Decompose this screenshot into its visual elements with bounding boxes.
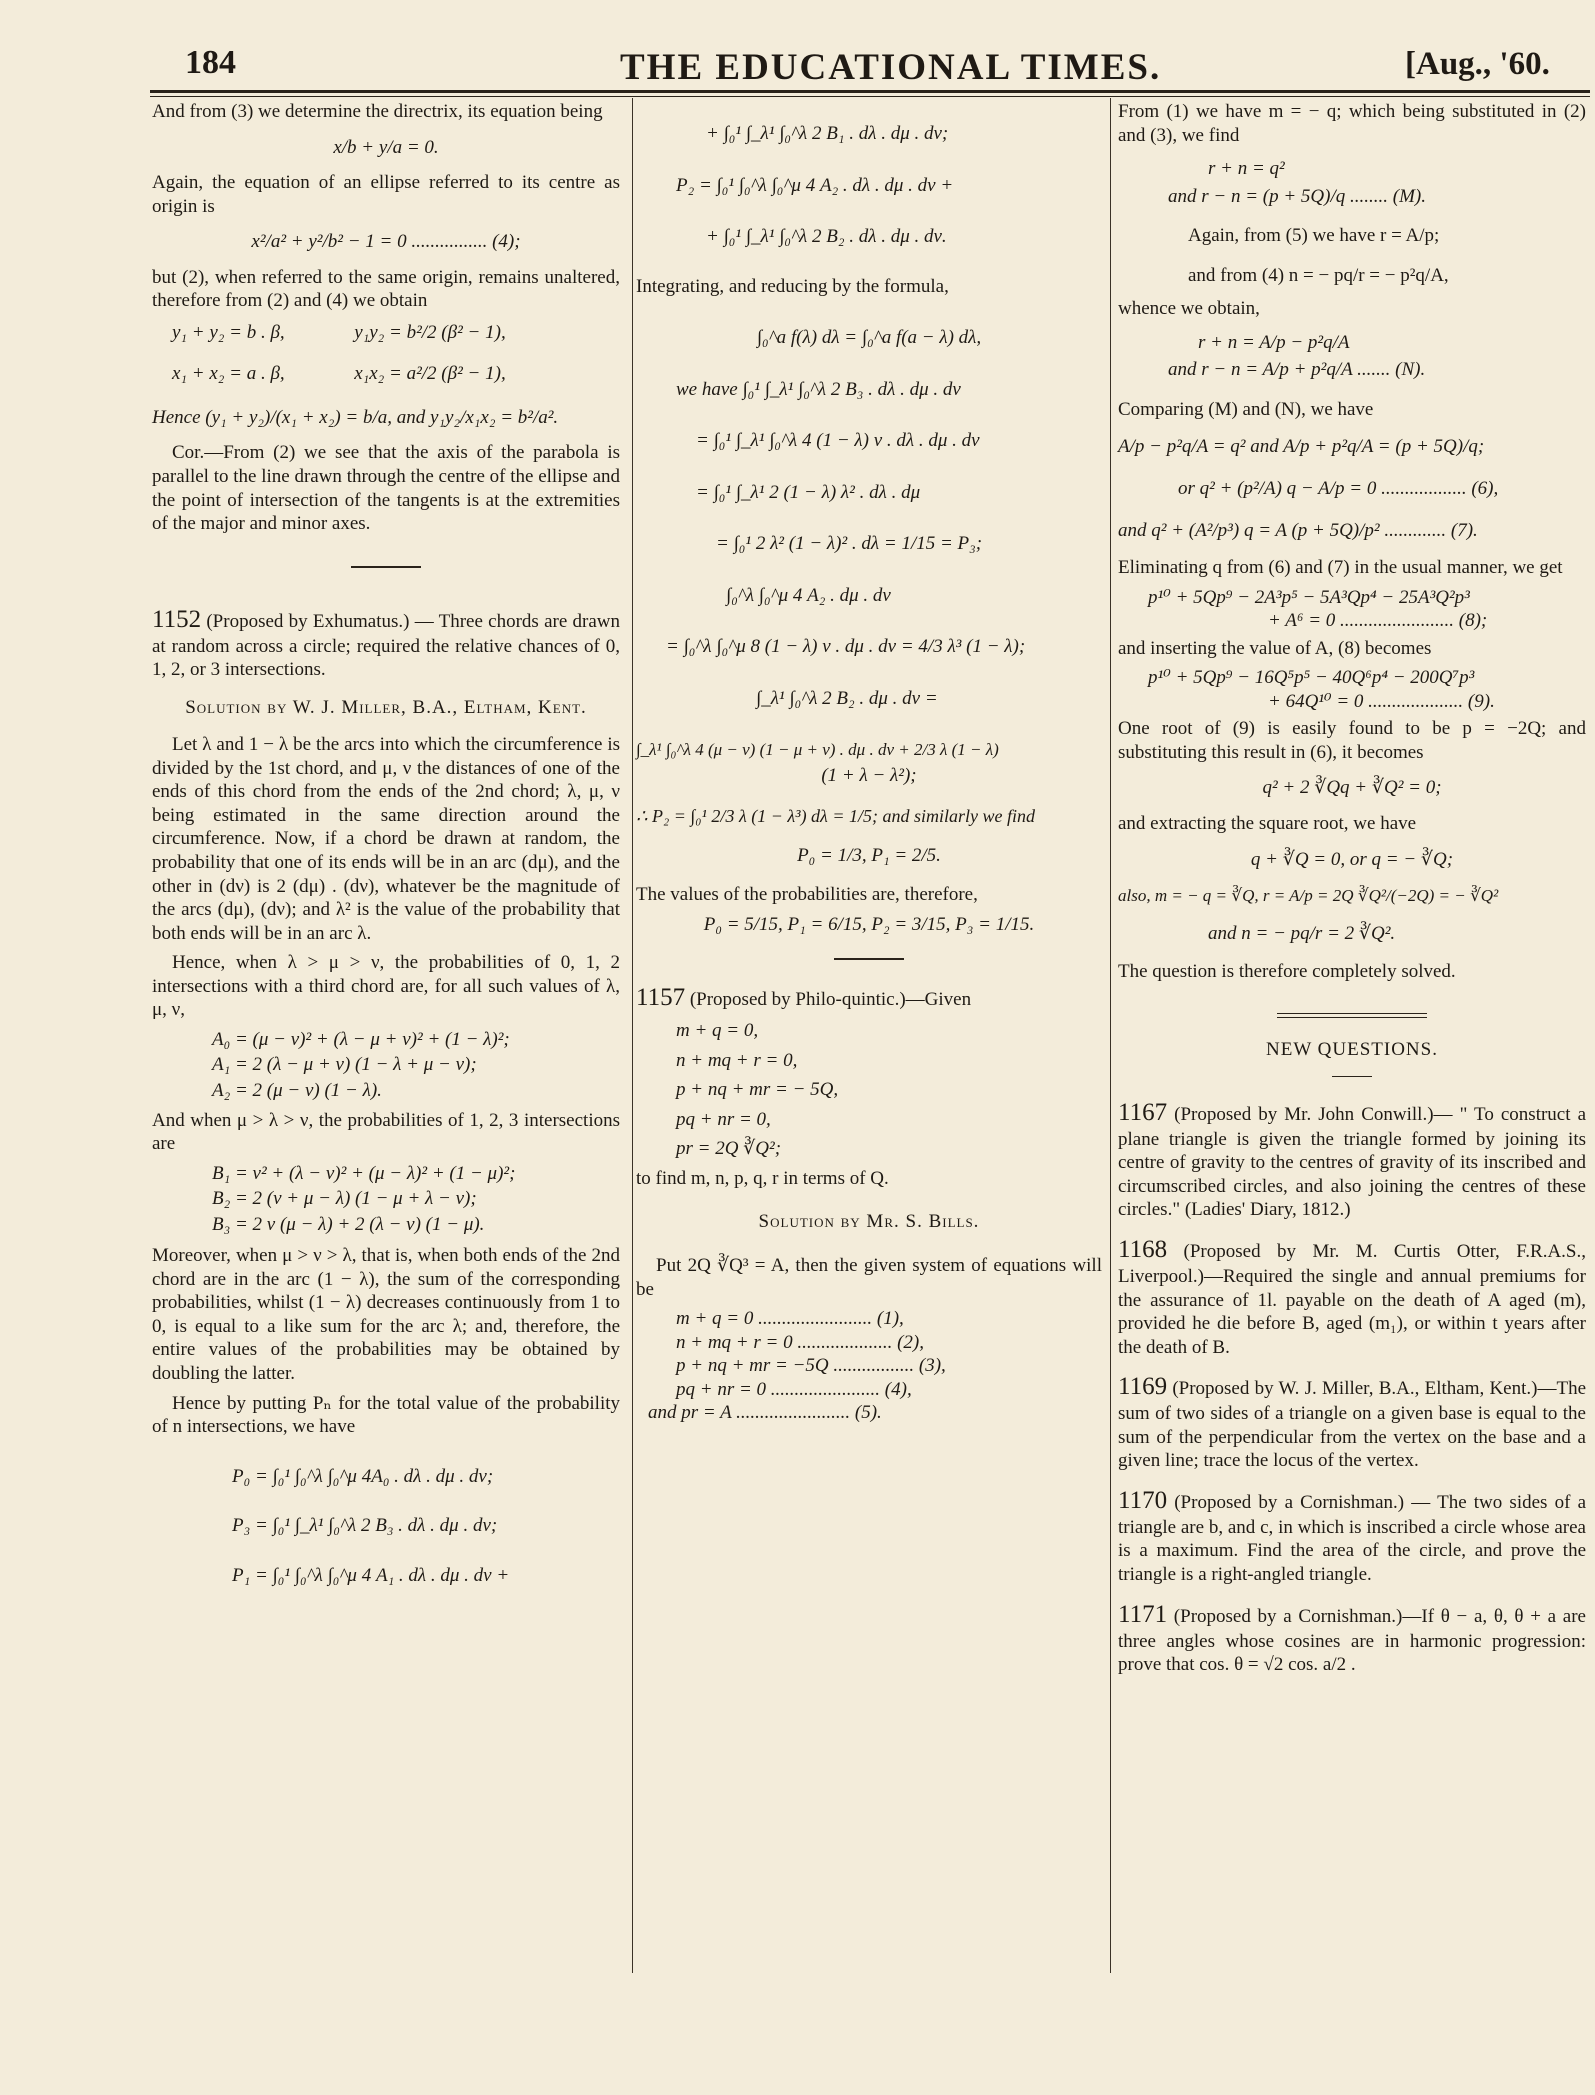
equation: and r − n = A/p + p²q/A ....... (N). [1168,359,1426,381]
equation: y₁ + y₂ = b . β, [172,321,285,343]
integral-equation: ∴ P₂ = ∫₀¹ 2/3 λ (1 − λ³) dλ = 1/5; and similarly we find [636,806,1035,827]
equation: p¹⁰ + 5Qp⁹ − 16Q⁵p⁵ − 40Q⁶p⁴ − 200Q⁷p³ [1148,667,1475,689]
column-divider [1110,98,1111,1973]
page-header [0,0,1595,100]
integral-equation: = ∫₀^λ ∫₀^μ 8 (1 − λ) ν . dμ . dν = 4/3 λ³ (1 − λ); [666,636,1026,658]
column-divider [632,98,633,1973]
question-text: (Proposed by Exhumatus.) — Three chords are drawn at random across a circle; required the relative chances of 0, 1, 2, or 3 intersections. [152,610,621,681]
question-1157 [636,982,1102,1013]
integral-equation: P₂ = ∫₀¹ ∫₀^λ ∫₀^μ 4 A₂ . dλ . dμ . dν + [676,174,954,196]
equation: or q² + (p²/A) q − A/p = 0 .................. (6), [1178,478,1499,500]
section-separator [1332,1076,1372,1077]
question-1170 [1118,1485,1586,1587]
section-separator [1277,1013,1427,1018]
equation: (1 + λ − λ²); [821,764,917,786]
question-number: 1167 [1118,1098,1168,1126]
question-text: (Proposed by a Cornishman.) — The two sides of a triangle are b, and c, in which is inscribed a circle whose area is a maximum. Find the area of the circle, and prove the triangle is a right-angled triangle. [1118,1491,1586,1585]
equation: r + n = A/p − p²q/A [1198,331,1350,353]
equation: x₁ + x₂ = a . β, [172,363,285,385]
integral-equation: ∫₀^a f(λ) dλ = ∫₀^a f(a − λ) dλ, [756,327,982,349]
paragraph: Cor.—From (2) we see that the axis of the parabola is parallel to the line drawn through the centre of the ellipse and the point of intersection of the tangents is at the extremities of the major and minor axes. [152,442,620,535]
paragraph: And from (3) we determine the directrix, its equation being [152,101,603,122]
page-number: 184 [185,44,236,81]
paragraph: Let λ and 1 − λ be the arcs into which the circumference is divided by the 1st chord, and μ, ν the distances of one of the ends of this chord from the ends of the 2nd chord; λ, μ, ν being estimated in the same direction around the circumference. Now, if a chord be drawn at random, the probability that one of its ends will be in an arc (dμ), and the other in (dν) is 2 (dμ) . (dν), whatever be the magnitude of the arcs (dμ), (dν); and λ² is the value of the probability that both ends will be in an arc λ. [152,734,620,944]
equation: pq + nr = 0, [676,1108,771,1130]
question-1167 [1118,1097,1586,1222]
paragraph: Comparing (M) and (N), we have [1118,398,1374,420]
integral-equation: = ∫₀¹ ∫_λ¹ 2 (1 − λ) λ² . dλ . dμ [696,481,921,503]
integral-equation: ∫_λ¹ ∫₀^λ 4 (μ − ν) (1 − μ + ν) . dμ . dν + 2/3 λ (1 − λ) [636,739,999,759]
paragraph: but (2), when referred to the same origin, remains unaltered, therefore from (2) and (4) we obtain [152,266,620,312]
paragraph: The values of the probabilities are, therefore, [636,884,978,906]
equation: x²/a² + y²/b² − 1 = 0 ................ (4); [251,231,521,253]
equation: m + q = 0 ........................ (1), [676,1308,904,1330]
equation: Hence (y₁ + y₂)/(x₁ + x₂) = b/a, and y₁y₂/x₁x₂ = b²/a². [152,406,559,428]
equation: + 64Q¹⁰ = 0 .................... (9). [1268,690,1495,712]
equation: q + ∛Q = 0, or q = − ∛Q; [1250,848,1454,870]
equation: P₀ = 5/15, P₁ = 6/15, P₂ = 3/15, P₃ = 1/15. [703,913,1035,935]
integral-equation: we have ∫₀¹ ∫_λ¹ ∫₀^λ 2 B₃ . dλ . dμ . dν [676,378,961,400]
equation: P₀ = 1/3, P₁ = 2/5. [797,844,941,866]
question-number: 1169 [1118,1373,1168,1401]
equation: B₂ = 2 (ν + μ − λ) (1 − μ + λ − ν); [212,1188,477,1210]
paragraph: From (1) we have m = − q; which being substituted in (2) and (3), we find [1118,101,1586,146]
paragraph: Integrating, and reducing by the formula, [636,275,949,297]
question-number: 1157 [636,984,686,1012]
equation: and r − n = (p + 5Q)/q ........ (M). [1168,185,1426,207]
equation: y₁y₂ = b²/2 (β² − 1), [354,321,506,343]
paragraph: whence we obtain, [1118,298,1260,320]
paragraph: Put 2Q ∛Q³ = A, then the given system of equations will be [636,1254,1102,1300]
question-text: (Proposed by W. J. Miller, B.A., Eltham, Kent.)—The sum of two sides of a triangle on a given base is equal to the sum of the perpendicular from the vertex on the base and a given line; trace the locus of the vertex. [1118,1378,1586,1472]
equation: A₀ = (μ − ν)² + (λ − μ + ν)² + (1 − λ)²; [212,1028,510,1050]
integral-equation: + ∫₀¹ ∫_λ¹ ∫₀^λ 2 B₁ . dλ . dμ . dν; [706,123,949,144]
column-2 [636,100,1102,1425]
integral-equation: P₀ = ∫₀¹ ∫₀^λ ∫₀^μ 4A₀ . dλ . dμ . dν; [232,1465,494,1487]
integral-equation: ∫_λ¹ ∫₀^λ 2 B₂ . dμ . dν = [756,688,938,710]
header-rule [150,90,1590,93]
paragraph: to find m, n, p, q, r in terms of Q. [636,1167,889,1189]
integral-equation: P₃ = ∫₀¹ ∫_λ¹ ∫₀^λ 2 B₃ . dλ . dμ . dν; [232,1515,498,1537]
paragraph: Eliminating q from (6) and (7) in the usual manner, we get [1118,557,1563,579]
equation: n + mq + r = 0, [676,1049,798,1071]
equation: r + n = q² [1208,158,1285,180]
question-text: (Proposed by Mr. John Conwill.)— " To construct a plane triangle is given the triangle formed by joining its centre of gravity to the centres of gravity of its inscribed and circumscribed circles, and also joining the centres of these circles." (Ladies' Diary, 1812.) [1118,1103,1587,1221]
equation: pq + nr = 0 ....................... (4), [676,1378,912,1400]
integral-equation: ∫₀^λ ∫₀^μ 4 A₂ . dμ . dν [726,584,891,606]
question-text: (Proposed by a Cornishman.)—If θ − a, θ, θ + a are three angles whose cosines are in harmonic progression: prove that cos. θ = √2 cos. a/2 . [1118,1605,1586,1676]
paragraph: The question is therefore completely solved. [1118,960,1456,982]
journal-title: THE EDUCATIONAL TIMES. [620,47,1162,88]
equation: and n = − pq/r = 2 ∛Q². [1208,923,1396,945]
solution-heading: Solution by W. J. Miller, B.A., Eltham, Kent. [185,696,587,718]
column-3 [1118,100,1586,1683]
equation: pr = 2Q ∛Q²; [676,1138,782,1160]
equation: p + nq + mr = −5Q ................. (3), [676,1355,946,1377]
question-1171 [1118,1599,1586,1677]
equation: and q² + (A²/p³) q = A (p + 5Q)/p² ............. (7). [1118,519,1478,541]
paragraph: Again, the equation of an ellipse referred to its centre as origin is [152,172,620,217]
equation: and pr = A ........................ (5). [648,1402,882,1424]
equation-row [172,321,620,345]
paragraph: One root of (9) is easily found to be p = −2Q; and substituting this result in (6), it becomes [1118,718,1586,763]
integral-equation: = ∫₀¹ 2 λ² (1 − λ)² . dλ = 1/15 = P₃; [716,533,983,555]
solution-heading: Solution by Mr. S. Bills. [758,1211,980,1233]
equation: n + mq + r = 0 .................... (2), [676,1331,924,1353]
equation: + A⁶ = 0 ........................ (8); [1268,610,1488,632]
equation: B₁ = ν² + (λ − ν)² + (μ − λ)² + (1 − μ)²; [212,1162,516,1184]
paragraph: And when μ > λ > ν, the probabilities of 1, 2, 3 intersections are [152,1109,620,1155]
equation: x₁x₂ = a²/2 (β² − 1), [354,363,506,385]
integral-equation: = ∫₀¹ ∫_λ¹ ∫₀^λ 4 (1 − λ) ν . dλ . dμ . dν [696,430,980,452]
question-number: 1171 [1118,1600,1168,1628]
question-1168 [1118,1234,1586,1359]
equation: A/p − p²q/A = q² and A/p + p²q/A = (p + 5Q)/q; [1118,436,1485,458]
question-number: 1170 [1118,1486,1168,1514]
question-1152 [152,604,620,682]
header-rule-thin [150,96,1590,97]
paragraph: Moreover, when μ > ν > λ, that is, when both ends of the 2nd chord are in the arc (1 − λ), the sum of the corresponding probabilities, whilst (1 − λ) decreases continuously from 1 to 0, is equal to a like sum for the arc λ; and, therefore, the entire values of the probabilities may be obtained by doubling the latter. [152,1245,620,1384]
equation: A₁ = 2 (λ − μ + ν) (1 − λ + μ − ν); [212,1054,477,1076]
question-1169 [1118,1371,1586,1473]
equation: p¹⁰ + 5Qp⁹ − 2A³p⁵ − 5A³Qp⁴ − 25A³Q²p³ [1148,586,1470,608]
issue-date: [Aug., '60. [1405,46,1550,82]
paragraph: and from (4) n = − pq/r = − p²q/A, [1188,264,1449,286]
integral-equation: + ∫₀¹ ∫_λ¹ ∫₀^λ 2 B₂ . dλ . dμ . dν. [706,226,947,248]
paragraph: Hence, when λ > μ > ν, the probabilities of 0, 1, 2 intersections with a third chord are, for all such values of λ, μ, ν, [152,952,620,1021]
section-separator [351,566,421,568]
paragraph: Again, from (5) we have r = A/p; [1188,225,1440,247]
equation: p + nq + mr = − 5Q, [676,1079,839,1101]
equation: A₂ = 2 (μ − ν) (1 − λ). [212,1079,382,1101]
question-text: (Proposed by Mr. M. Curtis Otter, F.R.A.S., Liverpool.)—Required the single and annual premiums for the assurance of 1l. payable on the death of A aged (m), provided he die before B, aged (m₁), or within t years after the death of B. [1118,1241,1586,1358]
equation: also, m = − q = ∛Q, r = A/p = 2Q ∛Q²/(−2Q) = − ∛Q² [1118,886,1499,906]
equation: m + q = 0, [676,1020,759,1042]
equation: B₃ = 2 ν (μ − λ) + 2 (λ − ν) (1 − μ). [212,1213,485,1235]
column-1 [152,100,620,1597]
equation-row [172,362,620,386]
paragraph: and extracting the square root, we have [1118,813,1417,835]
new-questions-heading: NEW QUESTIONS. [1266,1039,1438,1061]
equation: x/b + y/a = 0. [333,136,439,158]
paragraph: Hence by putting Pₙ for the total value of the probability of n intersections, we have [152,1392,620,1438]
section-separator [834,958,904,960]
question-number: 1168 [1118,1236,1168,1264]
question-number: 1152 [152,605,202,633]
equation: q² + 2 ∛Qq + ∛Q² = 0; [1262,777,1442,799]
question-text: (Proposed by Philo-quintic.)—Given [689,989,972,1011]
paragraph: and inserting the value of A, (8) becomes [1118,637,1432,659]
integral-equation: P₁ = ∫₀¹ ∫₀^λ ∫₀^μ 4 A₁ . dλ . dμ . dν + [232,1564,510,1586]
